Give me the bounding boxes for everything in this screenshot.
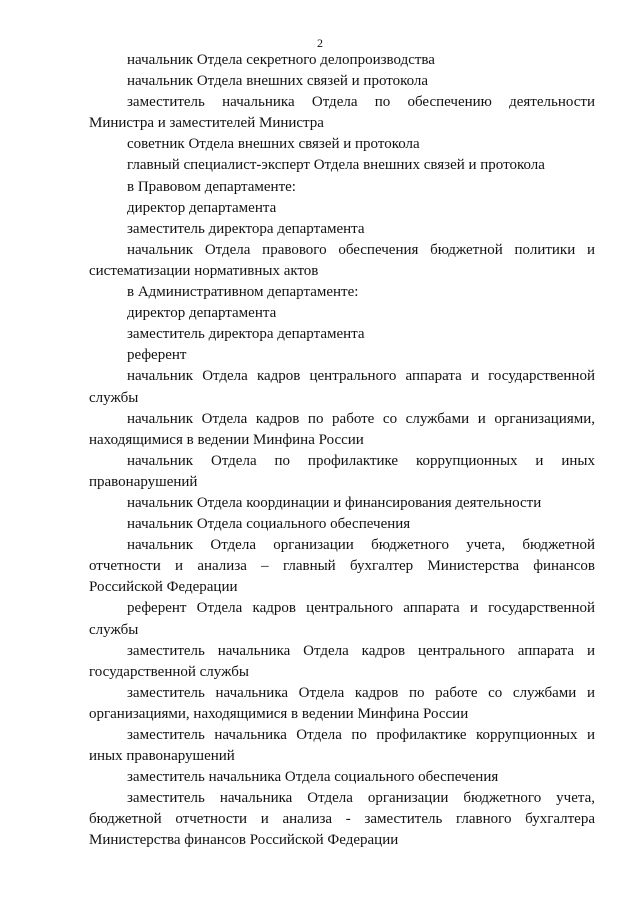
document-body [89, 50, 595, 852]
list-item: заместитель начальника Отдела кадров по работе со службами и организациями, находящимися в ведении Минфина России [89, 684, 595, 722]
list-item: начальник Отдела правового обеспечения бюджетной политики и систематизации нормативных актов [89, 241, 595, 279]
list-item: заместитель начальника Отдела кадров центрального аппарата и государственной службы [89, 642, 595, 680]
list-item: начальник Отдела секретного делопроизводства [127, 52, 435, 68]
list-item: заместитель директора департамента [127, 220, 365, 237]
list-item: начальник Отдела кадров центрального аппарата и государственной службы [89, 368, 595, 406]
list-item: директор департамента [127, 305, 277, 322]
list-item: заместитель начальника Отдела организации бюджетного учета, бюджетной отчетности и анализа - заместитель главного бухгалтера Министерства финансов Российской Федерации [89, 790, 595, 849]
list-item: заместитель начальника Отдела социального обеспечения [127, 769, 499, 786]
list-item: заместитель директора департамента [127, 326, 365, 343]
list-item: начальник Отдела социального обеспечения [127, 516, 411, 533]
section-heading: в Административном департаменте: [127, 284, 359, 301]
list-item: референт Отдела кадров центрального аппарата и государственной службы [89, 600, 595, 638]
list-item: начальник Отдела внешних связей и протокола [127, 73, 429, 90]
list-item: начальник Отдела кадров по работе со службами и организациями, находящимися в ведении Минфина России [89, 410, 595, 448]
list-item: директор департамента [127, 199, 277, 216]
list-item: советник Отдела внешних связей и протокола [127, 136, 420, 153]
page-number: 2 [317, 36, 323, 50]
list-item: заместитель начальника Отдела по профилактике коррупционных и иных правонарушений [89, 727, 595, 765]
list-item: начальник Отдела организации бюджетного учета, бюджетной отчетности и анализа – главный бухгалтер Министерства финансов Российской Федерации [89, 537, 595, 596]
list-item: референт [127, 347, 187, 364]
section-heading: в Правовом департаменте: [127, 178, 296, 195]
list-item: начальник Отдела координации и финансирования деятельности [127, 494, 542, 511]
list-item: начальник Отдела по профилактике коррупционных и иных правонарушений [89, 452, 595, 490]
list-item: главный специалист-эксперт Отдела внешних связей и протокола [127, 157, 545, 174]
list-item: заместитель начальника Отдела по обеспечению деятельности Министра и заместителей Министра [89, 94, 595, 132]
